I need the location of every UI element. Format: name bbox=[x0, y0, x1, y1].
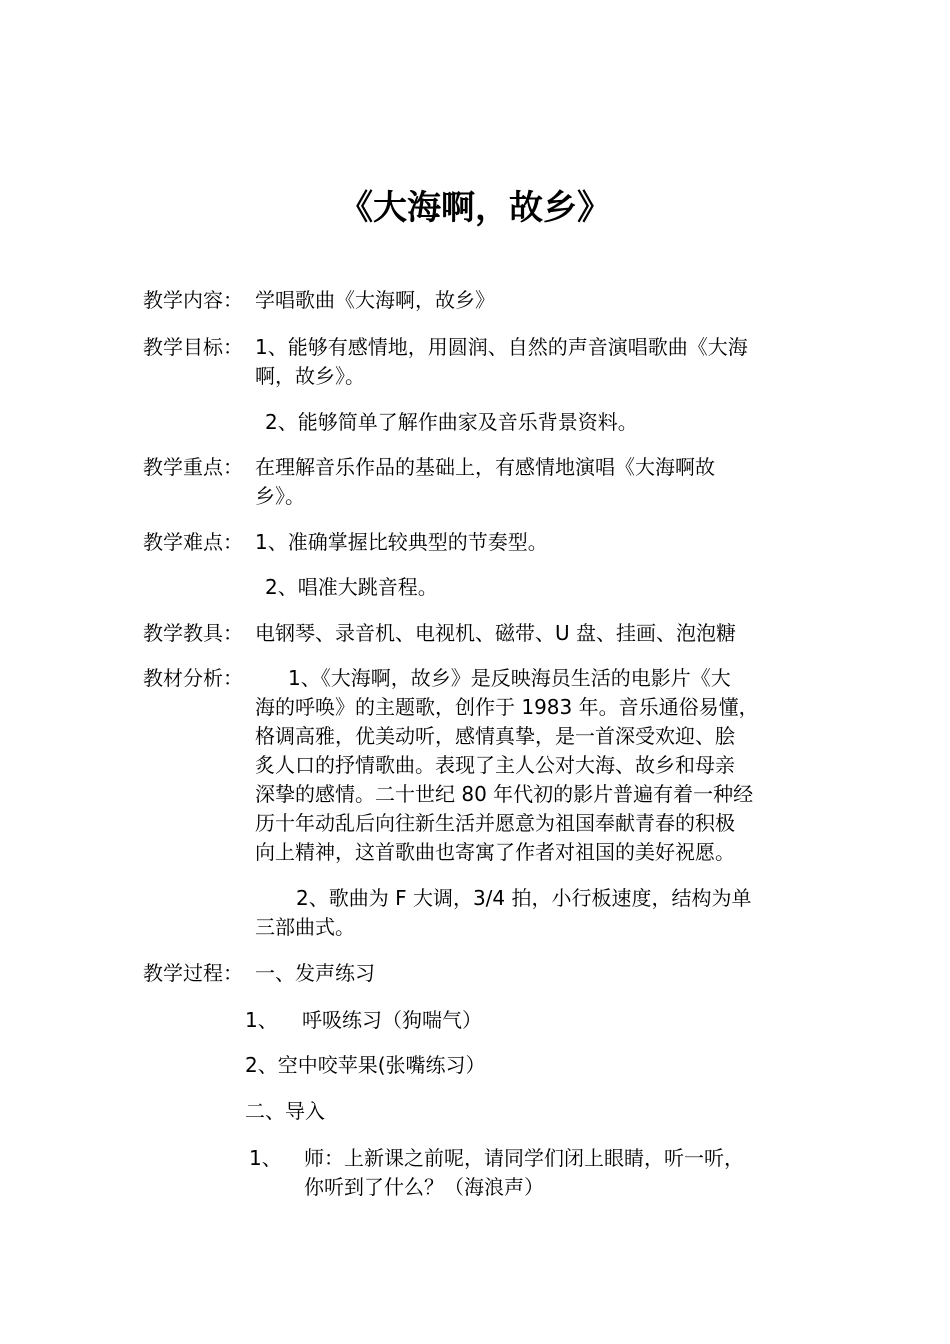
goals-item-2: 2、能够简单了解作曲家及音乐背景资料。 bbox=[265, 410, 638, 434]
page-title: 《大海啊，故乡》 bbox=[339, 188, 611, 228]
analysis-p1-line: 海的呼唤》的主题歌，创作于 1983 年。音乐通俗易懂， bbox=[255, 695, 759, 719]
process-section-1: 一、发声练习 bbox=[255, 961, 375, 985]
process-section-2: 二、导入 bbox=[245, 1099, 325, 1123]
keypoint-label: 教学重点： bbox=[143, 455, 243, 479]
tools-text: 电钢琴、录音机、电视机、磁带、U 盘、挂画、泡泡糖 bbox=[255, 621, 736, 645]
process-s1-item2: 2、空中咬苹果(张嘴练习） bbox=[245, 1053, 486, 1077]
analysis-p1-line: 历十年动乱后向往新生活并愿意为祖国奉献青春的积极 bbox=[255, 811, 735, 835]
difficulty-label: 教学难点： bbox=[143, 530, 243, 554]
keypoint-line1: 在理解音乐作品的基础上，有感情地演唱《大海啊故 bbox=[255, 455, 715, 479]
analysis-p1-line: 深挚的感情。二十世纪 80 年代初的影片普遍有着一种经 bbox=[255, 782, 754, 806]
process-s2-item1-line1: 师：上新课之前呢，请同学们闭上眼睛，听一听， bbox=[304, 1146, 744, 1170]
process-s2-item1-num: 1、 bbox=[249, 1146, 282, 1170]
goals-item-1-line2: 啊，故乡》。 bbox=[255, 364, 365, 388]
analysis-p1-line: 格调高雅，优美动听，感情真挚，是一首深受欢迎、脍 bbox=[255, 724, 735, 748]
content-label: 教学内容： bbox=[143, 288, 243, 312]
analysis-p1-line: 向上精神，这首歌曲也寄寓了作者对祖国的美好祝愿。 bbox=[255, 840, 735, 864]
content-text: 学唱歌曲《大海啊，故乡》 bbox=[255, 288, 495, 312]
difficulty-item-1: 1、准确掌握比较典型的节奏型。 bbox=[255, 530, 548, 554]
process-s2-item1-line2: 你听到了什么？（海浪声） bbox=[304, 1175, 544, 1199]
analysis-p1-line: 炙人口的抒情歌曲。表现了主人公对大海、故乡和母亲 bbox=[255, 753, 735, 777]
analysis-p2-line1: 2、歌曲为 F 大调，3/4 拍，小行板速度，结构为单 bbox=[296, 886, 752, 910]
process-s1-item1-text: 呼吸练习（狗喘气） bbox=[302, 1008, 482, 1032]
analysis-p1-line: 1、《大海啊，故乡》是反映海员生活的电影片《大 bbox=[288, 666, 731, 690]
process-s1-item1-num: 1、 bbox=[245, 1008, 278, 1032]
process-label: 教学过程： bbox=[143, 961, 243, 985]
tools-label: 教学教具： bbox=[143, 621, 243, 645]
difficulty-item-2: 2、唱准大跳音程。 bbox=[265, 575, 438, 599]
analysis-p2-line2: 三部曲式。 bbox=[255, 915, 355, 939]
goals-item-1-line1: 1、能够有感情地，用圆润、自然的声音演唱歌曲《大海 bbox=[255, 335, 748, 359]
analysis-label: 教材分析： bbox=[143, 666, 243, 690]
goals-label: 教学目标： bbox=[143, 335, 243, 359]
keypoint-line2: 乡》。 bbox=[255, 484, 305, 508]
